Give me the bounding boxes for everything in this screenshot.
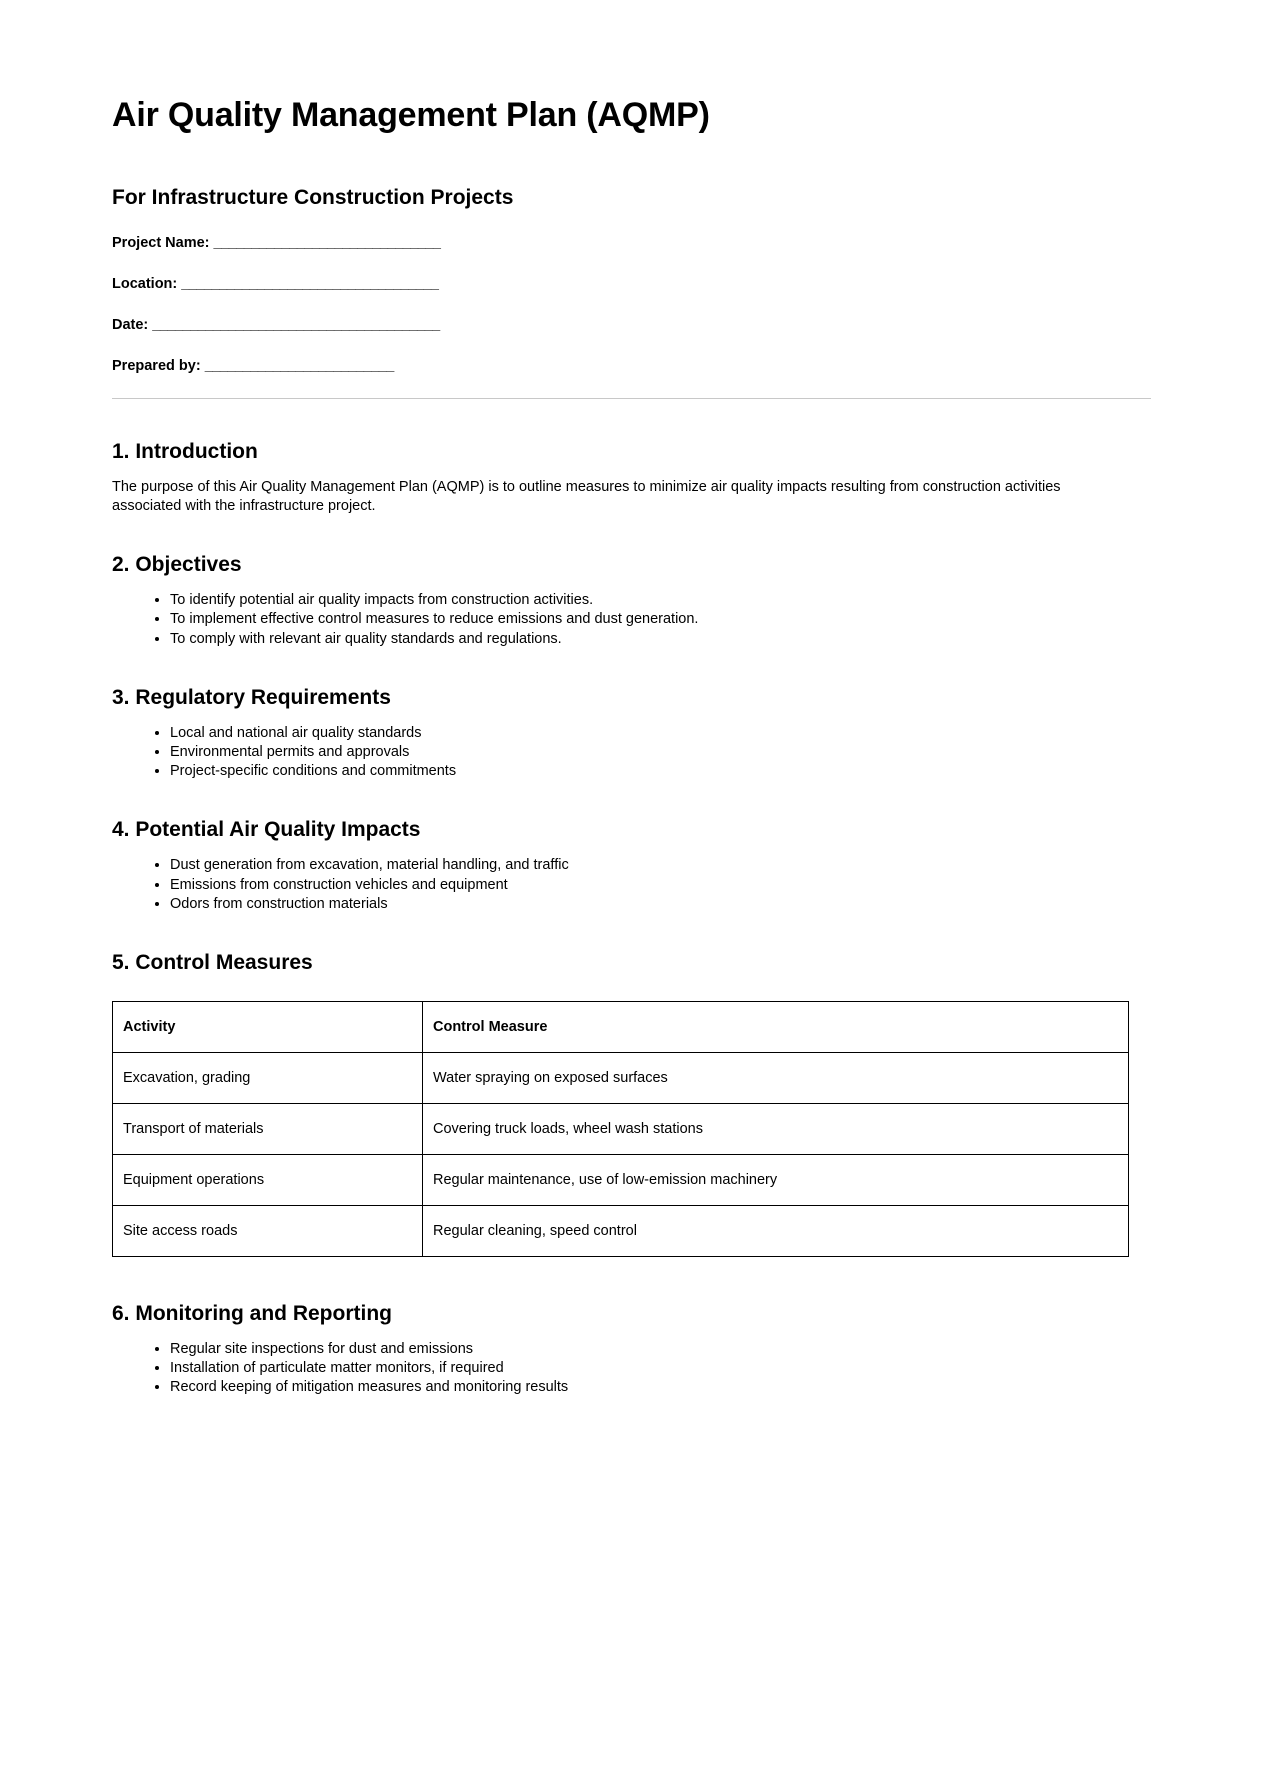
- list-item: • Odors from construction materials: [170, 895, 1151, 914]
- field-blank-line[interactable]: __________________________________: [181, 276, 439, 293]
- form-fields-block: [112, 234, 1151, 375]
- table-row: [113, 1154, 1129, 1205]
- section-heading-objectives: 2. Objectives: [112, 553, 242, 577]
- section-introduction: [112, 439, 1151, 516]
- list-item: • To implement effective control measures to reduce emissions and dust generation.: [170, 610, 1151, 629]
- table-row: [113, 1052, 1129, 1103]
- cell-control-measure: Regular cleaning, speed control: [423, 1205, 1129, 1256]
- section-regulatory-requirements: [112, 685, 1151, 782]
- field-blank-line[interactable]: ______________________________________: [152, 316, 440, 333]
- list-item: • Environmental permits and approvals: [170, 743, 1151, 762]
- section-potential-impacts: [112, 817, 1151, 914]
- field-label: Prepared by:: [112, 357, 201, 374]
- field-blank-line[interactable]: ______________________________: [213, 235, 441, 252]
- list-item: • Local and national air quality standards: [170, 724, 1151, 743]
- table-header-row: [113, 1001, 1129, 1052]
- list-item: • Installation of particulate matter monitors, if required: [170, 1359, 1151, 1378]
- section-monitoring-reporting: [112, 1301, 1151, 1398]
- introduction-paragraph: The purpose of this Air Quality Management Plan (AQMP) is to outline measures to minimize air quality impacts resulting from construction activities associated with the infrastructure project.: [112, 478, 1061, 514]
- section-objectives: [112, 552, 1151, 649]
- field-location: [112, 275, 1151, 294]
- field-project-name: [112, 234, 1151, 253]
- control-measures-table: [112, 1001, 1129, 1257]
- section-heading-introduction: 1. Introduction: [112, 439, 258, 463]
- field-label: Date:: [112, 316, 149, 333]
- field-label: Location:: [112, 276, 178, 293]
- cell-activity: Site access roads: [113, 1205, 423, 1256]
- table-row: [113, 1103, 1129, 1154]
- list-item: • Record keeping of mitigation measures and monitoring results: [170, 1378, 1151, 1397]
- list-item: • Dust generation from excavation, material handling, and traffic: [170, 856, 1151, 875]
- column-header-activity: Activity: [113, 1001, 423, 1052]
- field-date: [112, 316, 1151, 335]
- cell-activity: Equipment operations: [113, 1154, 423, 1205]
- section-heading-monitoring: 6. Monitoring and Reporting: [112, 1301, 392, 1325]
- field-label: Project Name:: [112, 235, 210, 252]
- section-heading-regulatory: 3. Regulatory Requirements: [112, 685, 391, 709]
- cell-control-measure: Covering truck loads, wheel wash stations: [423, 1103, 1129, 1154]
- cell-control-measure: Regular maintenance, use of low-emission machinery: [423, 1154, 1129, 1205]
- column-header-control-measure: Control Measure: [423, 1001, 1129, 1052]
- objectives-list: [112, 591, 1151, 648]
- monitoring-list: [112, 1340, 1151, 1397]
- list-item: • Regular site inspections for dust and emissions: [170, 1340, 1151, 1359]
- impacts-list: [112, 856, 1151, 913]
- table-row: [113, 1205, 1129, 1256]
- list-item: • Project-specific conditions and commitments: [170, 762, 1151, 781]
- list-item: • To comply with relevant air quality standards and regulations.: [170, 630, 1151, 649]
- regulatory-list: [112, 724, 1151, 781]
- header-divider: [112, 398, 1151, 399]
- cell-control-measure: Water spraying on exposed surfaces: [423, 1052, 1129, 1103]
- section-heading-control-measures: 5. Control Measures: [112, 950, 313, 974]
- document-title: Air Quality Management Plan (AQMP): [112, 96, 710, 134]
- list-item: • Emissions from construction vehicles and equipment: [170, 876, 1151, 895]
- list-item: • To identify potential air quality impacts from construction activities.: [170, 591, 1151, 610]
- document-subtitle: For Infrastructure Construction Projects: [112, 186, 514, 210]
- field-blank-line[interactable]: _________________________: [204, 357, 394, 374]
- field-prepared-by: [112, 357, 1151, 376]
- cell-activity: Transport of materials: [113, 1103, 423, 1154]
- cell-activity: Excavation, grading: [113, 1052, 423, 1103]
- section-heading-impacts: 4. Potential Air Quality Impacts: [112, 818, 421, 842]
- section-control-measures: [112, 950, 1151, 1257]
